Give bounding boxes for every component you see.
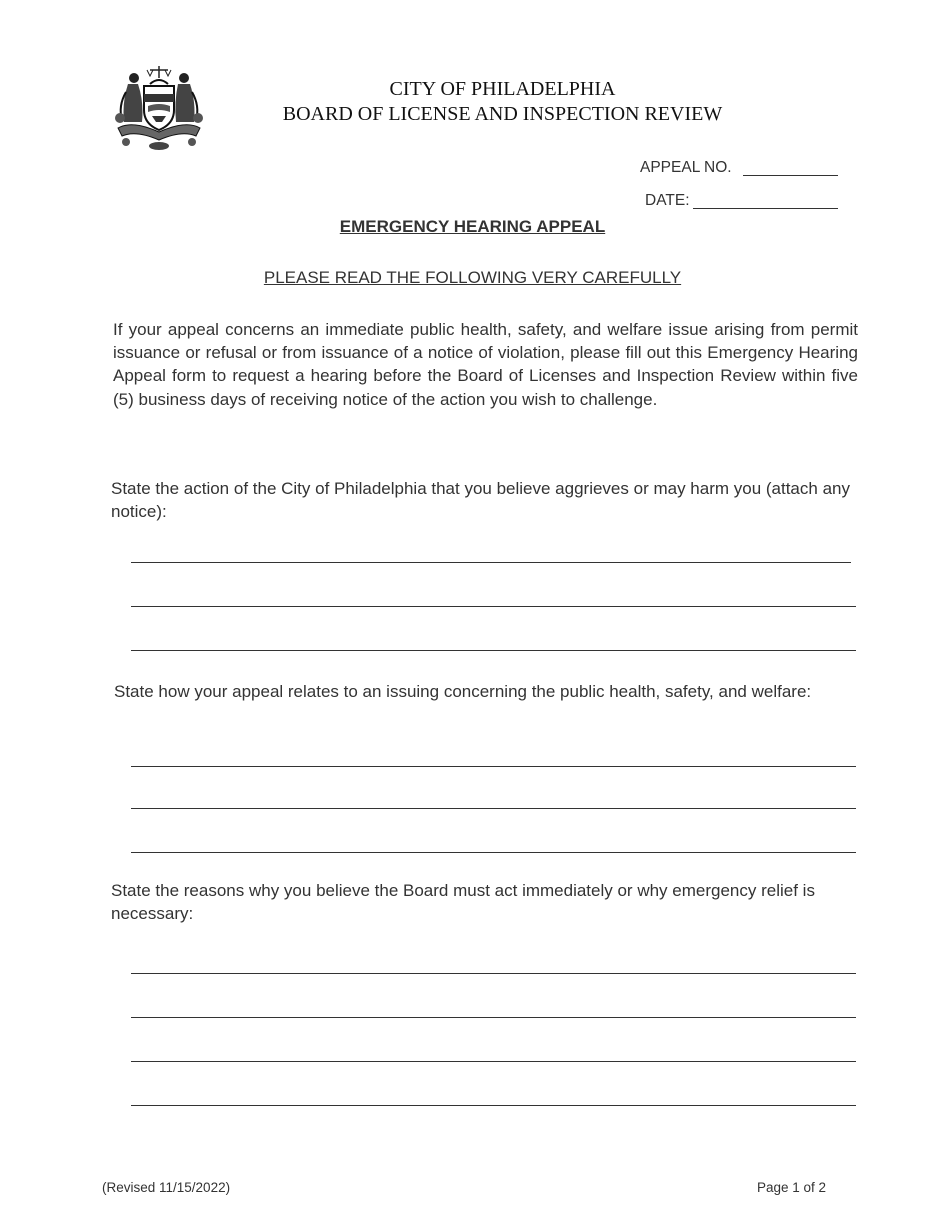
read-carefully-notice: PLEASE READ THE FOLLOWING VERY CAREFULLY xyxy=(263,268,682,287)
date-label: DATE: xyxy=(645,192,690,209)
emergency-reasons-answer-line[interactable] xyxy=(131,1105,856,1106)
action-answer-line[interactable] xyxy=(131,562,851,563)
public-health-answer-line[interactable] xyxy=(131,766,856,767)
emergency-reasons-answer-line[interactable] xyxy=(131,1017,856,1018)
action-prompt: State the action of the City of Philadelphia that you believe aggrieves or may harm you (attach any notice): xyxy=(111,479,850,521)
appeal-no-field[interactable] xyxy=(743,175,838,176)
public-health-answer-line[interactable] xyxy=(131,852,856,853)
city-seal-icon xyxy=(112,62,206,152)
date-field[interactable] xyxy=(693,208,838,209)
action-answer-line[interactable] xyxy=(131,606,856,607)
revision-date: (Revised 11/15/2022) xyxy=(102,1180,231,1195)
emergency-reasons-answer-line[interactable] xyxy=(131,973,856,974)
page-number: Page 1 of 2 xyxy=(757,1180,827,1195)
org-name-line-1: CITY OF PHILADELPHIA xyxy=(389,78,616,100)
public-health-answer-line[interactable] xyxy=(131,808,856,809)
form-title: EMERGENCY HEARING APPEAL xyxy=(339,217,606,236)
intro-paragraph: If your appeal concerns an immediate public health, safety, and welfare issue arising from permit issuance or refusal or from issuance of a notice of violation, please fill out this Emergency Hearing Appeal form to request a hearing before the Board of Licenses and Inspection Review within five (5) business days of receiving notice of the action you wish to challenge. xyxy=(113,320,858,409)
emergency-reasons-prompt: State the reasons why you believe the Board must act immediately or why emergency relief is necessary: xyxy=(111,881,815,923)
emergency-reasons-answer-line[interactable] xyxy=(131,1061,856,1062)
public-health-prompt: State how your appeal relates to an issuing concerning the public health, safety, and welfare: xyxy=(114,682,812,701)
appeal-no-label: APPEAL NO. xyxy=(640,159,732,176)
org-name-line-2: BOARD OF LICENSE AND INSPECTION REVIEW xyxy=(282,103,723,125)
action-answer-line[interactable] xyxy=(131,650,856,651)
